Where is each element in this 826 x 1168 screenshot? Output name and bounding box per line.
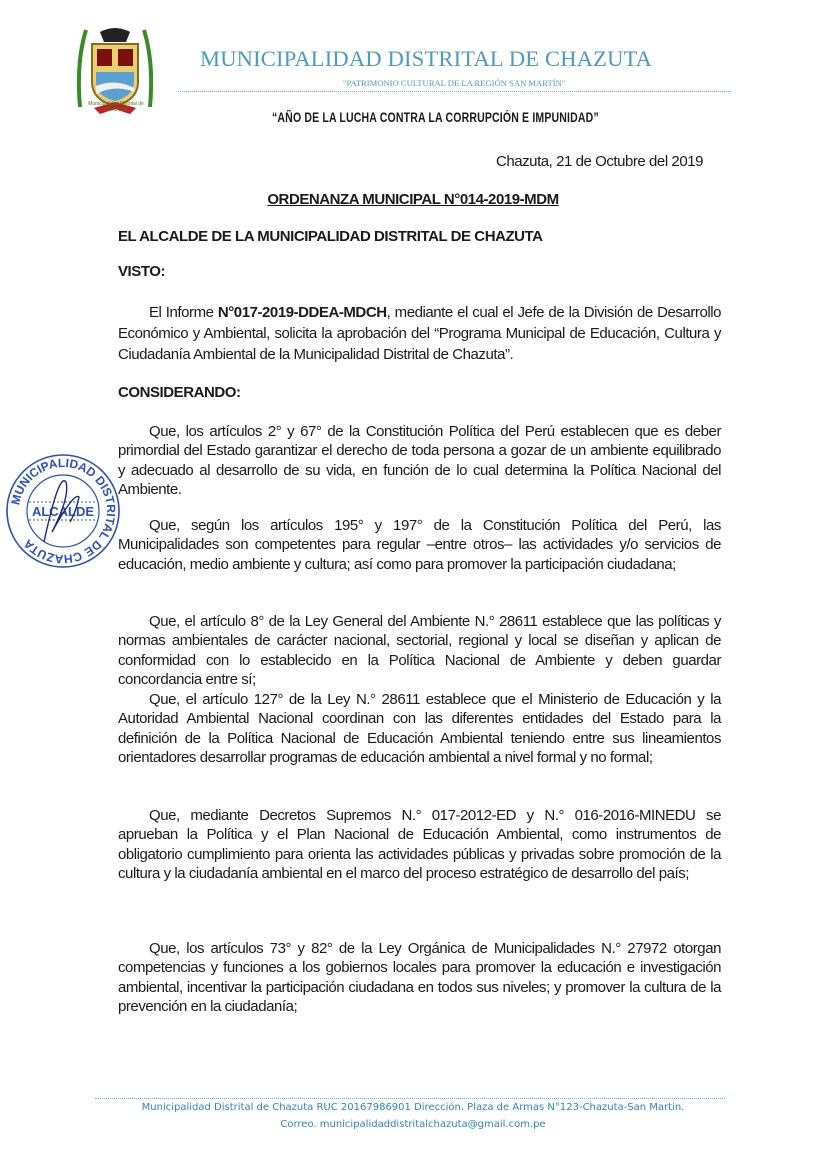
header-divider <box>178 91 731 92</box>
document-title: ORDENANZA MUNICIPAL N°014-2019-MDM <box>267 191 559 208</box>
visto-text-post: , mediante el cual el Jefe de la División de Desarrollo Económico y Ambiental, solicita la aprobación del “Programa Municipal de Educación, Cultura y Ciudadanía Ambiental de la Municipalidad Distrital de Chazuta”. <box>118 304 721 363</box>
footer-email: Correo. municipalidaddistritalchazuta@gmail.com.pe <box>280 1119 546 1130</box>
considerando-paragraph: Que, según los artículos 195° y 197° de la Constitución Política del Perú, las Municipalidades son competentes para regular –entre otros– las actividades y/o servicios de educación, medio ambiente y cultura; así como para promover la participación ciudadana; <box>118 517 721 573</box>
considerando-paragraph: Que, los artículos 2° y 67° de la Constitución Política del Perú establecen que es deber primordial del Estado garantizar el derecho de toda persona a gozar de un ambiente equilibrado y adecuado al desarrollo de su vida, en función de lo cual determina la Política Nacional del Ambiente. <box>118 423 721 499</box>
logo-caption: Municipalidad Distrital de CHAZUTA <box>88 101 144 113</box>
report-reference: N°017-2019-DDEA-MDCH <box>217 304 387 321</box>
municipality-motto: "PATRIMONIO CULTURAL DE LA REGIÓN SAN MARTÍN" <box>343 78 566 88</box>
considerando-heading: CONSIDERANDO: <box>118 384 241 401</box>
considerando-paragraph: Que, el artículo 8° de la Ley General del Ambiente N.° 28611 establece que las políticas y normas ambientales de carácter nacional, sectorial, regional y local se diseñan y aplican de conformidad con lo establecido en la Política Nacional de Ambiente y deben guardar concordancia entre sí; <box>118 613 721 689</box>
year-slogan: “AÑO DE LA LUCHA CONTRA LA CORRUPCIÓN E IMPUNIDAD” <box>272 110 599 125</box>
footer-address: Municipalidad Distrital de Chazuta RUC 20167986901 Dirección. Plaza de Armas N°123-Chazuta-San Martin. <box>141 1102 685 1113</box>
visto-heading: VISTO: <box>118 263 166 280</box>
mayor-seal-stamp <box>4 452 122 570</box>
considerando-paragraph: Que, los artículos 73° y 82° de la Ley Orgánica de Municipalidades N.° 27972 otorgan competencias y funciones a los gobiernos locales para promover la educación e investigación ambiental, incentivar la participación ciudadana en todos sus niveles; y promover la cultura de la prevención en la ciudadanía; <box>118 940 721 1016</box>
visto-text-pre: El Informe <box>149 304 218 321</box>
considerando-paragraph: Que, el artículo 127° de la Ley N.° 28611 establece que el Ministerio de Educación y la Autoridad Ambiental Nacional coordinan con las diferentes entidades del Estado para la definición de la Política Nacional de Educación Ambiental teniendo entre sus lineamientos orientadores desarrollar programas de educación ambiental a nivel formal y no formal; <box>118 691 721 767</box>
document-date: Chazuta, 21 de Octubre del 2019 <box>495 153 703 170</box>
issuer-heading: EL ALCALDE DE LA MUNICIPALIDAD DISTRITAL DE CHAZUTA <box>118 228 543 245</box>
stamp-role: ALCALDE <box>31 504 95 519</box>
municipality-name: MUNICIPALIDAD DISTRITAL DE CHAZUTA <box>200 46 653 71</box>
visto-paragraph <box>118 302 721 365</box>
svg-text:MUNICIPALIDAD DISTRITAL DE CHA: MUNICIPALIDAD DISTRITAL DE CHAZUTA <box>8 455 119 567</box>
considerando-paragraph: Que, mediante Decretos Supremos N.° 017-2012-ED y N.° 016-2016-MINEDU se aprueban la Política y el Plan Nacional de Educación Ambiental, como instrumentos de obligatorio cumplimiento para orienta las actividades públicas y privadas sobre promoción de la cultura y la ciudadanía ambiental en el marco del proceso estratégico de desarrollo del país; <box>118 807 721 883</box>
footer-divider <box>95 1098 725 1099</box>
